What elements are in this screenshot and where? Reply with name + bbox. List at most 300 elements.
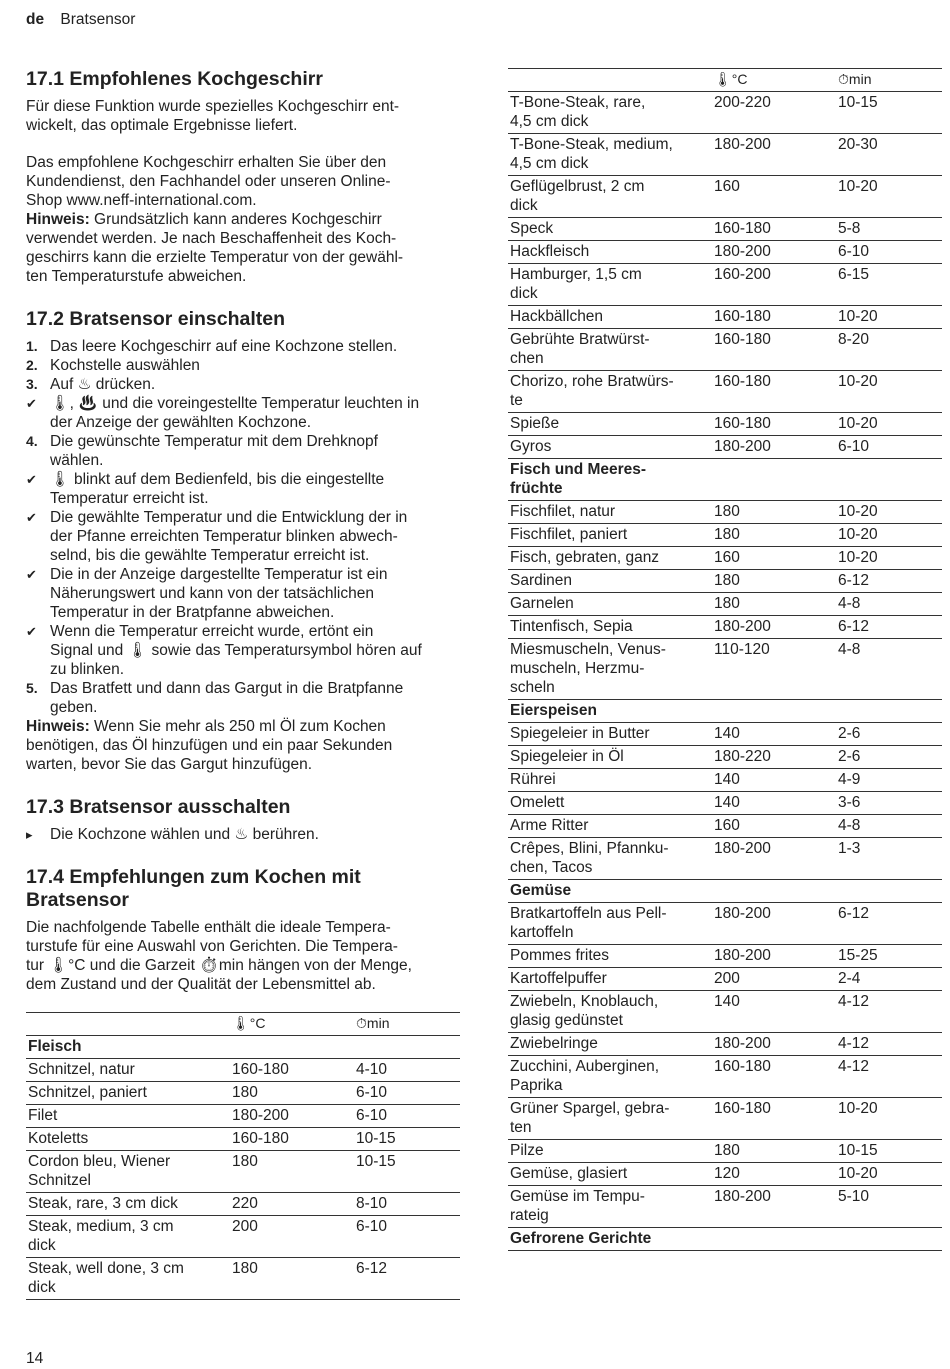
page-number: 14	[26, 1350, 44, 1367]
table-row	[26, 1059, 460, 1082]
temperature-cell: 140	[712, 991, 836, 1033]
dish-name: Steak, rare, 3 cm dick	[28, 1195, 178, 1212]
temperature-cell: 180-200	[712, 903, 836, 945]
time-header: ⏱min	[354, 1013, 460, 1036]
temperature-cell: 180	[712, 570, 836, 593]
list-marker: ✔	[26, 396, 37, 411]
table-row	[508, 769, 942, 792]
list-item	[26, 356, 460, 375]
dish-name: T-Bone-Steak, medium,	[510, 136, 673, 153]
list-marker: 4.	[26, 433, 38, 449]
dish-cell	[508, 1163, 712, 1186]
time-cell: 10-15	[836, 92, 942, 134]
paragraph-line: benötigen, das Öl hinzufügen und ein paar Sekunden	[26, 737, 393, 754]
dish-cell	[26, 1151, 230, 1193]
header-title: Bratsensor	[60, 11, 136, 28]
paragraph-line: tur 🌡°C und die Garzeit ⏱min hängen von der Menge,	[26, 957, 412, 974]
category-label: früchte	[510, 480, 563, 497]
dish-name: Gebrühte Bratwürst-	[510, 331, 650, 348]
dish-name: Schnitzel, natur	[28, 1061, 135, 1078]
table-row	[508, 241, 942, 264]
category-row	[26, 1036, 460, 1059]
dish-name: Fisch, gebraten, ganz	[510, 549, 660, 566]
dish-name: Schnitzel, paniert	[28, 1084, 147, 1101]
cooking-table-left	[26, 1012, 460, 1300]
table-row	[508, 838, 942, 880]
list-item-text: Das leere Kochgeschirr auf eine Kochzone stellen.	[50, 338, 398, 355]
dish-name: Bratkartoffeln aus Pell-	[510, 905, 667, 922]
table-row	[508, 570, 942, 593]
time-cell: 6-15	[836, 264, 942, 306]
paragraph-line: turstufe für eine Auswahl von Gerichten. Die Tempera-	[26, 938, 398, 955]
list-item-text: Temperatur in der Bratpfanne abweichen.	[50, 604, 335, 621]
temperature-cell: 180	[230, 1151, 354, 1193]
list-item-text: Näherungswert und kann von der tatsächlichen	[50, 585, 374, 602]
temperature-cell: 200	[230, 1216, 354, 1258]
time-cell: 4-8	[836, 815, 942, 838]
table-row	[508, 306, 942, 329]
temperature-cell: 160-180	[230, 1128, 354, 1151]
paragraph-line: geschirrs kann die erzielte Temperatur von der gewähl-	[26, 249, 404, 266]
category-label: Fisch und Meeres-	[510, 461, 647, 478]
list-item	[26, 565, 460, 622]
left-column	[26, 68, 460, 1300]
bullet-marker: ▸	[26, 827, 33, 842]
time-cell: 4-8	[836, 639, 942, 700]
dish-cell	[508, 570, 712, 593]
dish-name: Sardinen	[510, 572, 573, 589]
temperature-cell: 180-220	[712, 746, 836, 769]
dish-name: dick	[28, 1237, 56, 1254]
time-cell: 2-6	[836, 746, 942, 769]
table-row	[508, 746, 942, 769]
dish-name: ten	[510, 1119, 532, 1136]
dish-name: Hamburger, 1,5 cm	[510, 266, 642, 283]
table-row	[508, 1056, 942, 1098]
dish-cell	[26, 1128, 230, 1151]
dish-name: T-Bone-Steak, rare,	[510, 94, 646, 111]
temperature-cell: 180-200	[712, 1186, 836, 1228]
dish-name: glasig gedünstet	[510, 1012, 623, 1029]
table-row	[508, 639, 942, 700]
list-item-text: Temperatur erreicht ist.	[50, 490, 209, 507]
temperature-cell: 160-180	[712, 1056, 836, 1098]
list-item	[26, 470, 460, 508]
temperature-cell: 160-180	[712, 329, 836, 371]
list-marker: ✔	[26, 624, 37, 639]
list-item-text: Wenn die Temperatur erreicht wurde, ertönt ein	[50, 623, 374, 640]
table-row	[508, 371, 942, 413]
temperature-cell: 120	[712, 1163, 836, 1186]
dish-cell	[508, 524, 712, 547]
dish-name: 4,5 cm dick	[510, 113, 589, 130]
list-marker: ✔	[26, 510, 37, 525]
paragraph-line: warten, bevor Sie das Gargut hinzufügen.	[26, 756, 313, 773]
dish-name: Fischfilet, paniert	[510, 526, 628, 543]
table-row	[508, 92, 942, 134]
header-cell	[26, 1013, 230, 1036]
section-heading: 17.1 Empfohlenes Kochgeschirr	[26, 68, 323, 90]
table-row	[26, 1082, 460, 1105]
table-row	[508, 991, 942, 1033]
section-17-4	[26, 866, 460, 994]
temperature-cell: 160	[712, 815, 836, 838]
list-marker: 3.	[26, 376, 38, 392]
table-row	[508, 264, 942, 306]
list-item	[26, 432, 460, 470]
list-item	[26, 337, 460, 356]
dish-cell	[508, 616, 712, 639]
category-cell	[508, 880, 942, 903]
paragraph-line: Das empfohlene Kochgeschirr erhalten Sie über den	[26, 154, 387, 171]
temperature-cell: 140	[712, 792, 836, 815]
list-item	[26, 825, 460, 844]
dish-name: chen	[510, 350, 544, 367]
dish-name: Chorizo, rohe Bratwürs-	[510, 373, 674, 390]
temperature-cell: 160-180	[712, 371, 836, 413]
table-header-row	[26, 1013, 460, 1036]
table-row	[26, 1151, 460, 1193]
temperature-cell: 160-180	[712, 413, 836, 436]
list-item-text: zu blinken.	[50, 661, 125, 678]
time-header: ⏱min	[836, 69, 942, 92]
dish-name: Omelett	[510, 794, 565, 811]
temperature-cell: 110-120	[712, 639, 836, 700]
temperature-cell: 180-200	[230, 1105, 354, 1128]
dish-cell	[508, 815, 712, 838]
temperature-cell: 180-200	[712, 616, 836, 639]
dish-name: rateig	[510, 1207, 549, 1224]
list-item	[26, 679, 460, 717]
category-label: Eierspeisen	[510, 702, 598, 719]
paragraph-line: verwendet werden. Je nach Beschaffenheit des Koch-	[26, 230, 397, 247]
time-cell: 6-10	[836, 436, 942, 459]
section-17-3	[26, 796, 460, 844]
temperature-cell: 140	[712, 769, 836, 792]
dish-cell	[508, 1098, 712, 1140]
temperature-cell: 180-200	[712, 436, 836, 459]
time-cell: 10-15	[836, 1140, 942, 1163]
time-cell: 6-12	[354, 1258, 460, 1300]
dish-cell	[508, 218, 712, 241]
table-row	[508, 1186, 942, 1228]
list-item	[26, 394, 460, 432]
dish-cell	[508, 945, 712, 968]
time-cell: 4-8	[836, 593, 942, 616]
category-row	[508, 700, 942, 723]
steps-list	[26, 337, 460, 717]
paragraph-line: wickelt, das optimale Ergebnisse liefert.	[26, 117, 298, 134]
dish-cell	[508, 1033, 712, 1056]
dish-name: Filet	[28, 1107, 58, 1124]
list-item	[26, 375, 460, 394]
list-item-text: geben.	[50, 699, 98, 716]
dish-name: Miesmuscheln, Venus-	[510, 641, 666, 658]
dish-cell	[508, 593, 712, 616]
temperature-header: 🌡°C	[230, 1013, 354, 1036]
section-17-2	[26, 308, 460, 774]
list-item-text: Kochstelle auswählen	[50, 357, 200, 374]
dish-cell	[508, 436, 712, 459]
cooking-table-right	[508, 68, 942, 1251]
time-cell: 10-20	[836, 176, 942, 218]
dish-cell	[508, 1186, 712, 1228]
category-cell	[26, 1036, 460, 1059]
table-row	[508, 593, 942, 616]
temperature-cell: 220	[230, 1193, 354, 1216]
temperature-cell: 160	[712, 176, 836, 218]
note-label: Hinweis:	[26, 718, 90, 735]
paragraph-line: Kundendienst, den Fachhandel oder unseren Online-	[26, 173, 391, 190]
paragraph-line: Shop www.neff-international.com.	[26, 192, 257, 209]
time-cell: 15-25	[836, 945, 942, 968]
dish-name: 4,5 cm dick	[510, 155, 589, 172]
dish-cell	[508, 968, 712, 991]
time-cell: 8-20	[836, 329, 942, 371]
dish-name: dick	[510, 197, 538, 214]
time-cell: 1-3	[836, 838, 942, 880]
dish-cell	[508, 413, 712, 436]
note-label: Hinweis:	[26, 211, 90, 228]
time-cell: 10-15	[354, 1128, 460, 1151]
dish-name: dick	[28, 1279, 56, 1296]
dish-cell	[508, 306, 712, 329]
temperature-header: 🌡°C	[712, 69, 836, 92]
list-marker: ✔	[26, 567, 37, 582]
list-item-text: wählen.	[50, 452, 104, 469]
table-row	[26, 1216, 460, 1258]
dish-cell	[26, 1193, 230, 1216]
list-marker: 1.	[26, 338, 38, 354]
time-cell: 5-8	[836, 218, 942, 241]
table-row	[508, 1033, 942, 1056]
time-cell: 10-20	[836, 413, 942, 436]
table-row	[508, 616, 942, 639]
page-header	[26, 10, 135, 29]
dish-name: te	[510, 392, 523, 409]
dish-name: chen, Tacos	[510, 859, 593, 876]
list-item-text: Die in der Anzeige dargestellte Temperatur ist ein	[50, 566, 388, 583]
category-label: Fleisch	[28, 1038, 82, 1055]
header-cell	[508, 69, 712, 92]
table-row	[508, 792, 942, 815]
temperature-cell: 180-200	[712, 945, 836, 968]
dish-name: Geflügelbrust, 2 cm	[510, 178, 645, 195]
dish-cell	[26, 1258, 230, 1300]
temperature-cell: 180	[712, 524, 836, 547]
table-row	[26, 1193, 460, 1216]
time-cell: 6-10	[354, 1082, 460, 1105]
heading-line: Bratsensor	[26, 889, 129, 911]
dish-name: Pommes frites	[510, 947, 610, 964]
table-row	[26, 1105, 460, 1128]
temperature-cell: 180	[230, 1258, 354, 1300]
category-cell	[508, 1228, 942, 1251]
category-row	[508, 880, 942, 903]
dish-cell	[26, 1105, 230, 1128]
dish-cell	[508, 264, 712, 306]
table-row	[508, 413, 942, 436]
time-cell: 4-10	[354, 1059, 460, 1082]
dish-name: Cordon bleu, Wiener	[28, 1153, 171, 1170]
category-row	[508, 1228, 942, 1251]
dish-cell	[508, 176, 712, 218]
time-cell: 10-20	[836, 371, 942, 413]
time-cell: 10-20	[836, 1163, 942, 1186]
list-item-text: 🌡, ♨ und die voreingestellte Temperatur leuchten in	[50, 395, 420, 412]
time-cell: 6-10	[354, 1216, 460, 1258]
temperature-cell: 180	[712, 1140, 836, 1163]
dish-name: Fischfilet, natur	[510, 503, 616, 520]
temperature-cell: 180	[712, 593, 836, 616]
time-cell: 6-12	[836, 616, 942, 639]
category-label: Gefrorene Gerichte	[510, 1230, 652, 1247]
dish-name: muscheln, Herzmu-	[510, 660, 645, 677]
time-cell: 10-20	[836, 501, 942, 524]
list-item-text: Die gewählte Temperatur und die Entwicklung der in	[50, 509, 408, 526]
time-cell: 4-9	[836, 769, 942, 792]
table-row	[508, 524, 942, 547]
temperature-cell: 180-200	[712, 838, 836, 880]
list-item-text: Auf ♨ drücken.	[50, 376, 156, 393]
list-item-text: Das Bratfett und dann das Gargut in die Bratpfanne	[50, 680, 404, 697]
dish-name: Tintenfisch, Sepia	[510, 618, 633, 635]
section-heading: 17.2 Bratsensor einschalten	[26, 308, 286, 330]
table-row	[508, 547, 942, 570]
paragraph-line: Die nachfolgende Tabelle enthält die ideale Tempera-	[26, 919, 391, 936]
dish-cell	[508, 723, 712, 746]
temperature-cell: 180-200	[712, 1033, 836, 1056]
section-17-1	[26, 68, 460, 286]
dish-name: Arme Ritter	[510, 817, 589, 834]
list-item-text: Signal und 🌡 sowie das Temperatursymbol hören auf	[50, 642, 422, 659]
temperature-cell: 160-200	[712, 264, 836, 306]
dish-name: kartoffeln	[510, 924, 574, 941]
temperature-cell: 180-200	[712, 241, 836, 264]
table-row	[508, 815, 942, 838]
time-cell: 6-10	[354, 1105, 460, 1128]
temperature-cell: 160-180	[230, 1059, 354, 1082]
category-cell	[508, 459, 942, 501]
table-row	[508, 903, 942, 945]
time-cell: 10-15	[354, 1151, 460, 1193]
temperature-cell: 200	[712, 968, 836, 991]
time-cell: 10-20	[836, 547, 942, 570]
dish-name: Garnelen	[510, 595, 574, 612]
dish-name: Speck	[510, 220, 554, 237]
time-cell: 10-20	[836, 1098, 942, 1140]
dish-cell	[508, 134, 712, 176]
category-cell	[508, 700, 942, 723]
list-item-text: der Anzeige der gewählten Kochzone.	[50, 414, 312, 431]
time-cell: 2-6	[836, 723, 942, 746]
dish-cell	[508, 746, 712, 769]
temperature-cell: 200-220	[712, 92, 836, 134]
dish-cell	[508, 501, 712, 524]
section-heading	[26, 866, 460, 912]
list-item	[26, 508, 460, 565]
dish-name: Steak, well done, 3 cm	[28, 1260, 184, 1277]
right-column	[508, 68, 942, 1251]
paragraph-line: Für diese Funktion wurde spezielles Kochgeschirr ent-	[26, 98, 400, 115]
dish-name: Steak, medium, 3 cm	[28, 1218, 174, 1235]
list-item-text: 🌡 blinkt auf dem Bedienfeld, bis die eingestellte	[50, 471, 385, 488]
temperature-cell: 160-180	[712, 218, 836, 241]
time-cell: 6-12	[836, 570, 942, 593]
dish-cell	[508, 769, 712, 792]
time-cell: 4-12	[836, 991, 942, 1033]
list-item-text: Die gewünschte Temperatur mit dem Drehknopf	[50, 433, 378, 450]
time-cell: 4-12	[836, 1033, 942, 1056]
list-item-text: der Pfanne erreichten Temperatur blinken abwech-	[50, 528, 398, 545]
note-text: Grundsätzlich kann anderes Kochgeschirr	[89, 211, 382, 228]
dish-name: Grüner Spargel, gebra-	[510, 1100, 670, 1117]
table-row	[26, 1128, 460, 1151]
temperature-cell: 180	[230, 1082, 354, 1105]
dish-name: Schnitzel	[28, 1172, 91, 1189]
dish-name: Hackbällchen	[510, 308, 604, 325]
language-code: de	[26, 11, 45, 28]
dish-name: Hackfleisch	[510, 243, 590, 260]
table-row	[508, 436, 942, 459]
table-header-row	[508, 69, 942, 92]
dish-name: Kartoffelpuffer	[510, 970, 607, 987]
dish-cell	[508, 838, 712, 880]
temperature-cell: 180	[712, 501, 836, 524]
paragraph-line: dem Zustand und der Qualität der Lebensmittel ab.	[26, 976, 376, 993]
list-item-text: selnd, bis die gewählte Temperatur erreicht ist.	[50, 547, 370, 564]
table-row	[26, 1258, 460, 1300]
table-row	[508, 945, 942, 968]
dish-name: Rührei	[510, 771, 556, 788]
temperature-cell: 140	[712, 723, 836, 746]
dish-name: Zwiebeln, Knoblauch,	[510, 993, 659, 1010]
table-row	[508, 723, 942, 746]
section-heading: 17.3 Bratsensor ausschalten	[26, 796, 291, 818]
dish-cell	[508, 903, 712, 945]
table-row	[508, 1163, 942, 1186]
time-cell: 10-20	[836, 306, 942, 329]
time-cell: 5-10	[836, 1186, 942, 1228]
dish-cell	[508, 329, 712, 371]
table-row	[508, 501, 942, 524]
paragraph-line: ten Temperaturstufe abweichen.	[26, 268, 247, 285]
note-text: Wenn Sie mehr als 250 ml Öl zum Kochen	[89, 718, 386, 735]
table-row	[508, 1098, 942, 1140]
list-marker: 2.	[26, 357, 38, 373]
dish-name: Spiegeleier in Öl	[510, 748, 624, 765]
dish-cell	[26, 1059, 230, 1082]
dish-cell	[508, 991, 712, 1033]
dish-cell	[508, 547, 712, 570]
dish-cell	[26, 1082, 230, 1105]
time-cell: 6-12	[836, 903, 942, 945]
time-cell: 10-20	[836, 524, 942, 547]
temperature-cell: 160	[712, 547, 836, 570]
table-row	[508, 1140, 942, 1163]
dish-name: Pilze	[510, 1142, 544, 1159]
dish-cell	[508, 371, 712, 413]
dish-cell	[508, 92, 712, 134]
steps-list	[26, 825, 460, 844]
dish-cell	[508, 1140, 712, 1163]
category-label: Gemüse	[510, 882, 572, 899]
dish-name: Crêpes, Blini, Pfannku-	[510, 840, 669, 857]
table-row	[508, 176, 942, 218]
dish-name: dick	[510, 285, 538, 302]
dish-name: Zucchini, Auberginen,	[510, 1058, 660, 1075]
temperature-cell: 180-200	[712, 134, 836, 176]
